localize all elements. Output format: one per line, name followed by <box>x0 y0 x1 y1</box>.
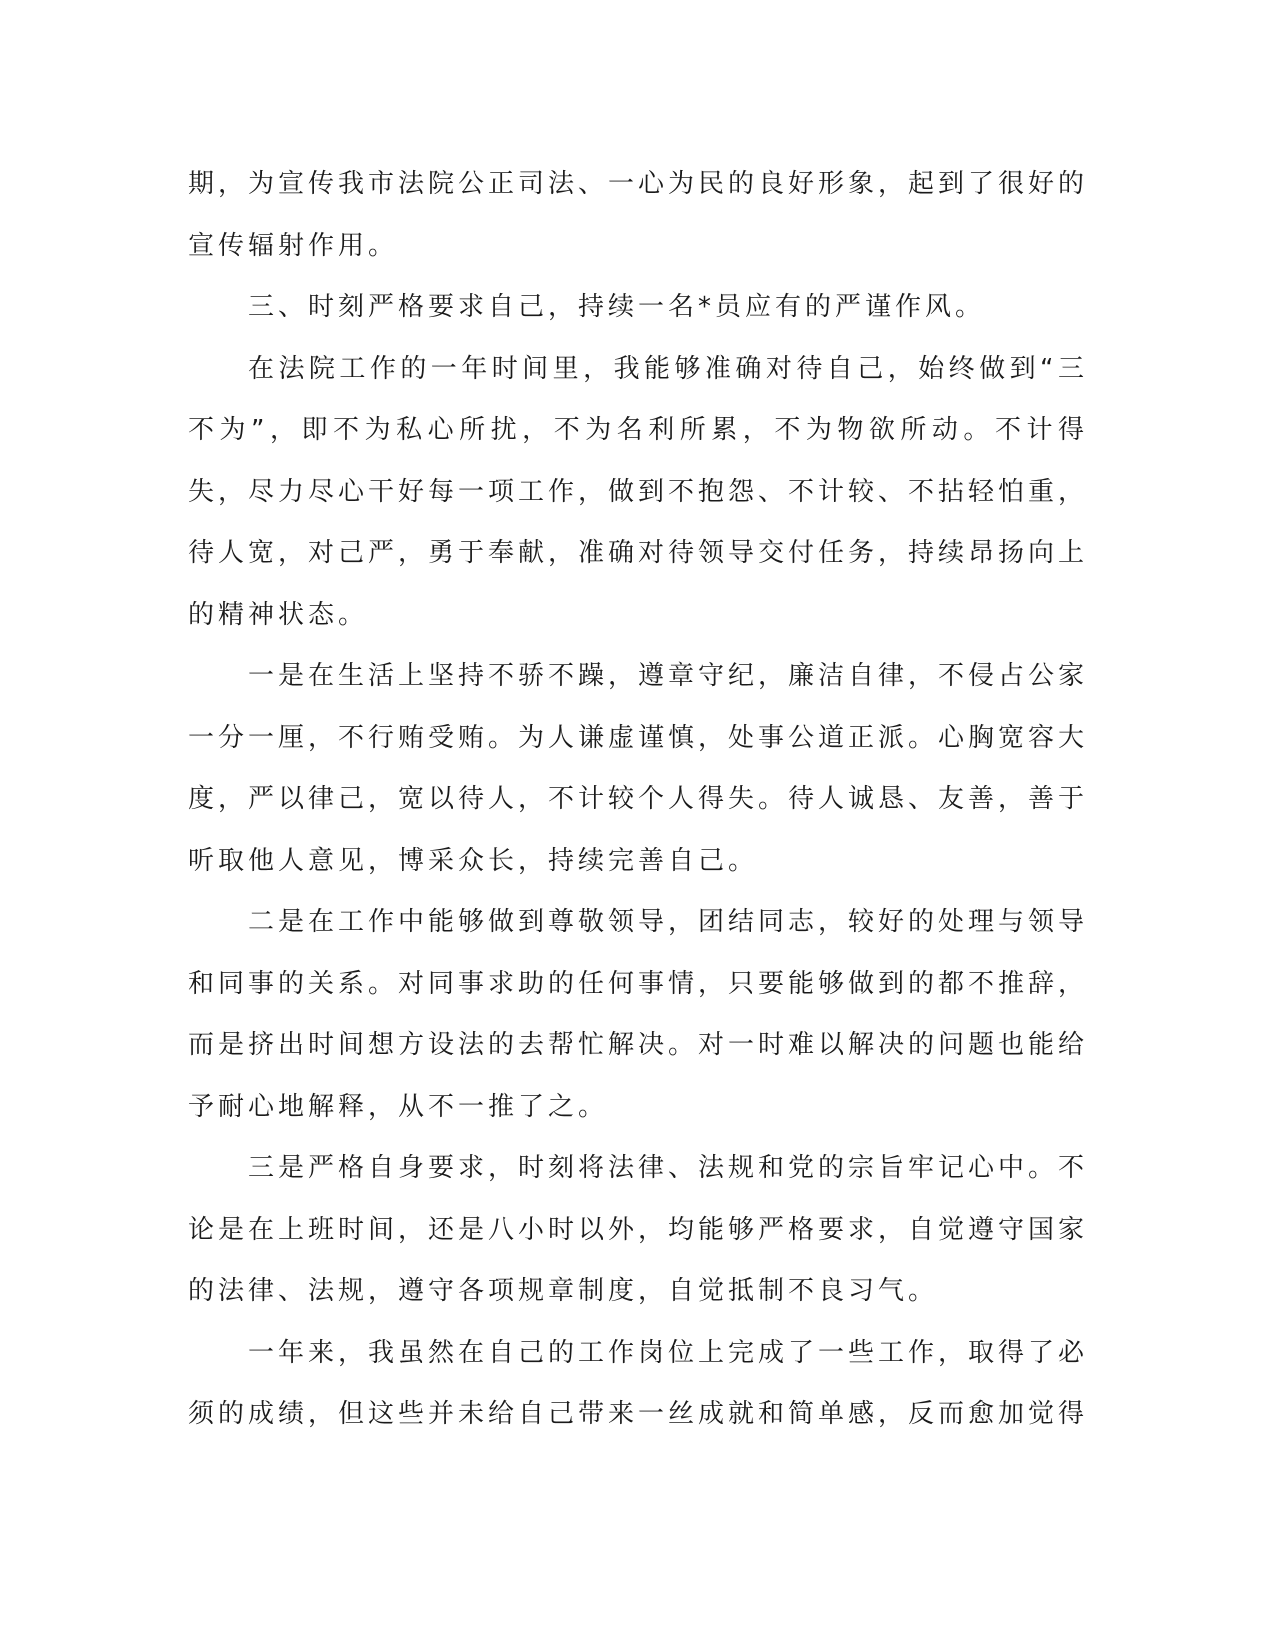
paragraph: 一年来，我虽然在自己的工作岗位上完成了一些工作，取得了必须的成绩，但这些并未给自己带来一丝成就和简单感，反而愈加觉得 <box>188 1337 1089 1429</box>
paragraph: 二是在工作中能够做到尊敬领导，团结同志，较好的处理与领导和同事的关系。对同事求助的任何事情，只要能够做到的都不推辞，而是挤出时间想方设法的去帮忙解决。对一时难以解决的问题也能给予耐心地解释，从不一推了之。 <box>188 907 1089 1122</box>
paragraph-continuation: 期，为宣传我市法院公正司法、一心为民的良好形象，起到了很好的宣传辐射作用。 <box>188 169 1089 261</box>
paragraph: 在法院工作的一年时间里，我能够准确对待自己，始终做到“三不为”，即不为私心所扰，不为名利所累，不为物欲所动。不计得失，尽力尽心干好每一项工作，做到不抱怨、不计较、不拈轻怕重，待人宽，对己严，勇于奉献，准确对待领导交付任务，持续昂扬向上的精神状态。 <box>188 353 1089 630</box>
document-body <box>188 154 1088 1446</box>
paragraph: 一是在生活上坚持不骄不躁，遵章守纪，廉洁自律，不侵占公家一分一厘，不行贿受贿。为人谦虚谨慎，处事公道正派。心胸宽容大度，严以律己，宽以待人，不计较个人得失。待人诚恳、友善，善于听取他人意见，博采众长，持续完善自己。 <box>188 661 1089 876</box>
section-heading: 三、时刻严格要求自己，持续一名*员应有的严谨作风。 <box>248 292 986 322</box>
paragraph: 三是严格自身要求，时刻将法律、法规和党的宗旨牢记心中。不论是在上班时间，还是八小时以外，均能够严格要求，自觉遵守国家的法律、法规，遵守各项规章制度，自觉抵制不良习气。 <box>188 1153 1089 1306</box>
